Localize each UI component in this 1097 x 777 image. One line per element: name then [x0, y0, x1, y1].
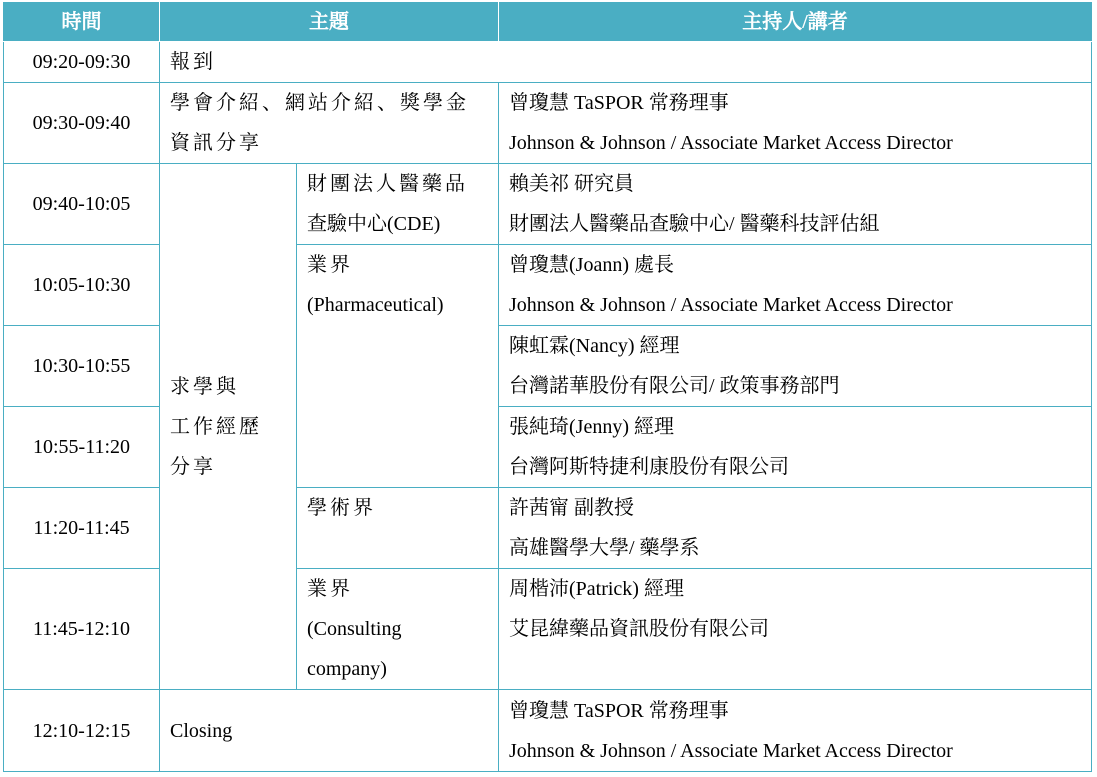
topic-line: 資訊分享	[170, 132, 262, 154]
time-cell: 11:20-11:45	[4, 488, 160, 569]
topic-line: 工作經歷	[170, 415, 262, 438]
time-cell: 09:40-10:05	[4, 164, 160, 245]
speaker-cell	[499, 488, 1092, 569]
subtopic-line: company)	[307, 658, 387, 680]
table-row	[4, 164, 1092, 245]
speaker-affiliation: Johnson & Johnson / Associate Market Access Director	[509, 132, 953, 154]
speaker-name: 曾瓊慧(Joann) 處長	[509, 254, 674, 276]
subtopic-line: 查驗中心(CDE)	[307, 213, 441, 235]
header-topic: 主題	[160, 3, 499, 42]
speaker-name: 曾瓊慧 TaSPOR 常務理事	[509, 699, 729, 722]
speaker-affiliation: 艾昆緯藥品資訊股份有限公司	[509, 618, 769, 640]
table-row	[4, 690, 1092, 772]
time-cell: 10:05-10:30	[4, 245, 160, 326]
subtopic-cell	[297, 488, 499, 569]
subtopic-line: 業界	[307, 254, 353, 276]
speaker-affiliation: 高雄醫學大學/ 藥學系	[509, 537, 700, 559]
speaker-cell	[499, 245, 1092, 326]
subtopic-line: (Consulting	[307, 618, 402, 640]
speaker-cell	[499, 83, 1092, 164]
speaker-cell	[499, 407, 1092, 488]
subtopic-line: 學術界	[307, 497, 376, 519]
subtopic-cell	[297, 164, 499, 245]
speaker-name: 賴美祁 研究員	[509, 173, 634, 195]
subtopic-line: 財團法人醫藥品	[307, 173, 468, 195]
speaker-name: 周楷沛(Patrick) 經理	[509, 578, 684, 600]
header-speaker: 主持人/講者	[499, 3, 1092, 42]
speaker-cell	[499, 326, 1092, 407]
speaker-name: 許茜甯 副教授	[509, 497, 634, 519]
speaker-affiliation: Johnson & Johnson / Associate Market Access Director	[509, 294, 953, 316]
agenda-table	[3, 2, 1092, 772]
topic-line: 學會介紹、網站介紹、獎學金	[170, 92, 469, 114]
time-cell: 11:45-12:10	[4, 569, 160, 690]
speaker-cell	[499, 164, 1092, 245]
subtopic-line: (Pharmaceutical)	[307, 294, 444, 316]
speaker-name: 張純琦(Jenny) 經理	[509, 416, 674, 438]
subtopic-line: 業界	[307, 578, 353, 600]
speaker-affiliation: Johnson & Johnson / Associate Market Access Director	[509, 739, 953, 762]
speaker-cell	[499, 690, 1092, 772]
header-time: 時間	[4, 3, 160, 42]
speaker-name: 曾瓊慧 TaSPOR 常務理事	[509, 92, 729, 114]
speaker-name: 陳虹霖(Nancy) 經理	[509, 335, 680, 357]
speaker-affiliation: 財團法人醫藥品查驗中心/ 醫藥科技評估組	[509, 213, 880, 235]
time-cell: 10:30-10:55	[4, 326, 160, 407]
speaker-cell	[499, 569, 1092, 690]
time-cell: 10:55-11:20	[4, 407, 160, 488]
speaker-affiliation: 台灣諾華股份有限公司/ 政策事務部門	[509, 375, 840, 397]
speaker-affiliation: 台灣阿斯特捷利康股份有限公司	[509, 456, 789, 478]
time-cell: 09:20-09:30	[4, 42, 160, 83]
topic-line: 求學與	[170, 375, 239, 398]
subtopic-cell	[297, 569, 499, 690]
table-row	[4, 42, 1092, 83]
time-cell: 09:30-09:40	[4, 83, 160, 164]
topic-cell: 報到	[160, 42, 1092, 83]
topic-cell	[160, 83, 499, 164]
career-topic-cell	[160, 164, 297, 690]
table-row	[4, 83, 1092, 164]
topic-line: 分享	[170, 455, 216, 478]
time-cell: 12:10-12:15	[4, 690, 160, 772]
header-row	[4, 3, 1092, 42]
subtopic-cell	[297, 245, 499, 488]
topic-cell: Closing	[160, 690, 499, 772]
